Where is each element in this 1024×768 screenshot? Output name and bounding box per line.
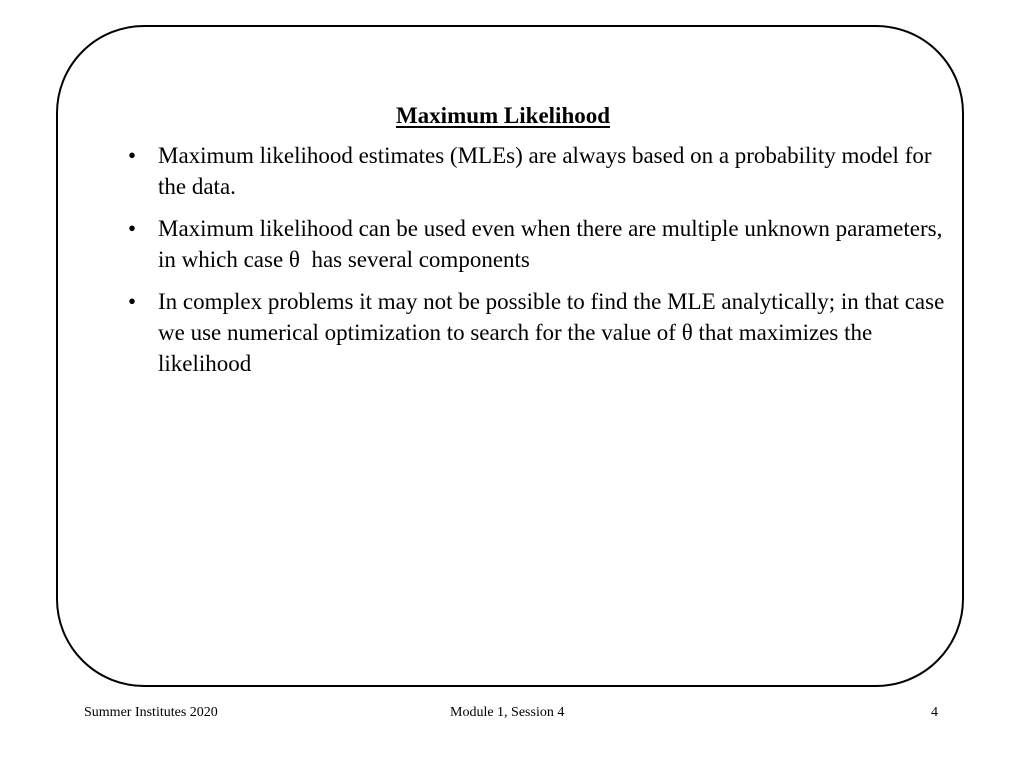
bullet-text: In complex problems it may not be possible to find the MLE analytically; in that case we use numerical optimization to search for the value of θ that maximizes the likelihood bbox=[158, 289, 945, 376]
footer-left-text: Summer Institutes 2020 bbox=[84, 705, 218, 720]
bullet-item bbox=[128, 286, 948, 379]
footer-center-text: Module 1, Session 4 bbox=[450, 705, 565, 720]
bullet-icon: • bbox=[128, 289, 137, 314]
bullet-text: Maximum likelihood estimates (MLEs) are always based on a probability model for the data. bbox=[158, 143, 932, 199]
slide-title: Maximum Likelihood bbox=[395, 103, 611, 128]
bullet-list bbox=[128, 140, 948, 390]
page-number: 4 bbox=[931, 705, 938, 720]
bullet-icon: • bbox=[128, 216, 137, 241]
bullet-item bbox=[128, 213, 948, 275]
bullet-item bbox=[128, 140, 948, 202]
bullet-icon: • bbox=[128, 143, 137, 168]
bullet-text: Maximum likelihood can be used even when there are multiple unknown parameters, in which case θ has several components bbox=[158, 216, 949, 272]
